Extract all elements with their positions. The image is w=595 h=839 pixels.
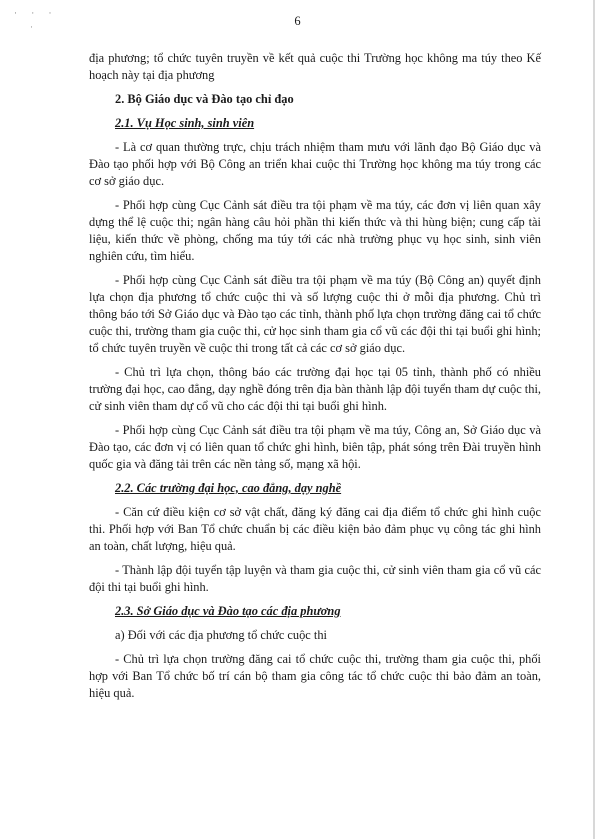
paragraph: - Chủ trì lựa chọn, thông báo các trường đại học tại 05 tỉnh, thành phố có nhiều trường đại học, cao đẳng, dạy nghề đóng trên địa bàn thành lập đội tuyển tham dự cuộc thi, cử sinh viên tham dự cổ vũ cho các đội thi tại buổi ghi hình. [89,365,541,413]
document-body [89,50,541,709]
paragraph: - Thành lập đội tuyển tập luyện và tham gia cuộc thi, cử sinh viên tham gia cổ vũ các đội thi tại buổi ghi hình. [89,563,541,594]
subsection-heading: 2.3. Sở Giáo dục và Đào tạo các địa phương [115,604,341,618]
subsection-heading: 2.1. Vụ Học sinh, sinh viên [115,116,255,130]
section-heading: 2. Bộ Giáo dục và Đào tạo chỉ đạo [115,92,294,106]
paragraph: - Phối hợp cùng Cục Cảnh sát điều tra tội phạm về ma túy, các đơn vị liên quan xây dựng thể lệ cuộc thi; ngân hàng câu hỏi phần thi kiến thức và thi hùng biện; cung cấp tài liệu, kiến thức về phòng, chống ma túy tới các nhà trường phục vụ học sinh, sinh viên nghiên cứu, tìm hiểu. [89,198,541,263]
scan-artifact: · [30,22,33,32]
paragraph: địa phương; tổ chức tuyên truyền về kết quả cuộc thi Trường học không ma túy theo Kế hoạch này tại địa phương [89,51,541,82]
paragraph: - Phối hợp cùng Cục Cảnh sát điều tra tội phạm về ma túy (Bộ Công an) quyết định lựa chọn địa phương tổ chức cuộc thi và số lượng cuộc thi ở mỗi địa phương. Chủ trì thông báo tới Sở Giáo dục và Đào tạo các tỉnh, thành phố lựa chọn trường đăng cai tổ chức cuộc thi, trường tham gia cuộc thi, cử học sinh tham gia cổ vũ các đội thi tại buổi ghi hình; tổ chức tuyên truyền về cuộc thi trong tất cả các cơ sở giáo dục. [89,273,541,355]
paragraph: - Chủ trì lựa chọn trường đăng cai tổ chức cuộc thi, trường tham gia cuộc thi, phối hợp với Ban Tổ chức bố trí cán bộ tham gia công tác tổ chức cuộc thi bảo đảm an toàn, hiệu quả. [89,652,541,700]
page-number: 6 [294,14,301,28]
paragraph: a) Đối với các địa phương tổ chức cuộc thi [115,628,327,642]
paragraph: - Phối hợp cùng Cục Cảnh sát điều tra tội phạm về ma túy, Công an, Sở Giáo dục và Đào tạo, các đơn vị có liên quan tổ chức ghi hình, biên tập, phát sóng trên Đài truyền hình quốc gia và đăng tải trên các nền tảng số, mạng xã hội. [89,423,541,471]
scan-artifact: · · · [14,8,58,18]
paragraph: - Căn cứ điều kiện cơ sở vật chất, đăng ký đăng cai địa điểm tổ chức ghi hình cuộc thi. Phối hợp với Ban Tổ chức chuẩn bị các điều kiện bảo đảm phục vụ công tác ghi hình an toàn, chất lượng, hiệu quả. [89,505,541,553]
paragraph: - Là cơ quan thường trực, chịu trách nhiệm tham mưu với lãnh đạo Bộ Giáo dục và Đào tạo phối hợp với Bộ Công an triển khai cuộc thi Trường học không ma túy trong các cơ sở giáo dục. [89,140,541,188]
subsection-heading: 2.2. Các trường đại học, cao đẳng, dạy nghề [115,481,342,495]
